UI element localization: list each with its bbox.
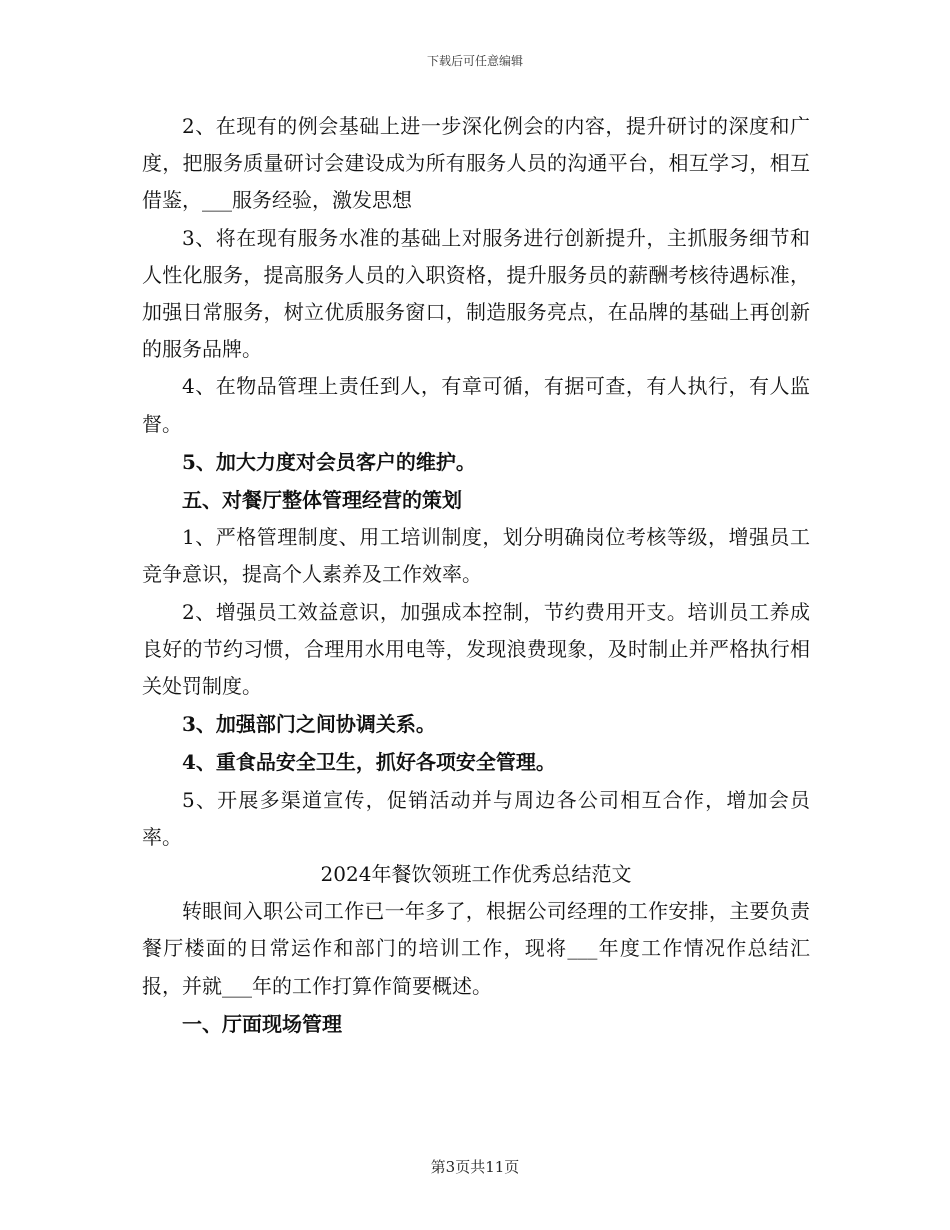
section-five-item-1: 1、严格管理制度、用工培训制度，划分明确岗位考核等级，增强员工竞争意识，提高个人素养及工作效率。 [142,525,810,587]
article-section-heading-one: 一、厅面现场管理 [182,1011,342,1036]
section-five-item-5: 5、开展多渠道宣传，促销活动并与周边各公司相互合作，增加会员率。 [142,787,810,849]
paragraph-2: 2、在现有的例会基础上进一步深化例会的内容，提升研讨的深度和广度，把服务质量研讨会建设成为所有服务人员的沟通平台，相互学习，相互借鉴，___服务经验，激发思想 [142,114,810,213]
paragraph-5-heading: 5、加大力度对会员客户的维护。 [182,449,476,474]
document-body [142,108,810,1043]
article-intro: 转眼间入职公司工作已一年多了，根据公司经理的工作安排，主要负责餐厅楼面的日常运作和部门的培训工作，现将___年度工作情况作总结汇报，并就___年的工作打算作简要概述。 [142,899,810,998]
paragraph-4: 4、在物品管理上责任到人，有章可循，有据可查，有人执行，有人监督。 [142,374,810,436]
page-header: 下载后可任意编辑 [426,54,523,68]
section-five-item-3: 3、加强部门之间协调关系。 [182,712,436,737]
page-footer: 第3页共11页 [430,1158,520,1176]
paragraph-3: 3、将在现有服务水准的基础上对服务进行创新提升，主抓服务细节和人性化服务，提高服务人员的入职资格，提升服务员的薪酬考核待遇标准，加强日常服务，树立优质服务窗口，制造服务亮点，在品牌的基础上再创新的服务品牌。 [142,225,810,362]
section-five-item-4: 4、重食品安全卫生，抓好各项安全管理。 [182,750,556,775]
section-five-item-2: 2、增强员工效益意识，加强成本控制，节约费用开支。培训员工养成良好的节约习惯，合理用水用电等，发现浪费现象，及时制止并严格执行相关处罚制度。 [142,599,810,699]
section-heading-five: 五、对餐厅整体管理经营的策划 [182,488,462,513]
article-title: 2024年餐饮领班工作优秀总结范文 [320,862,632,887]
